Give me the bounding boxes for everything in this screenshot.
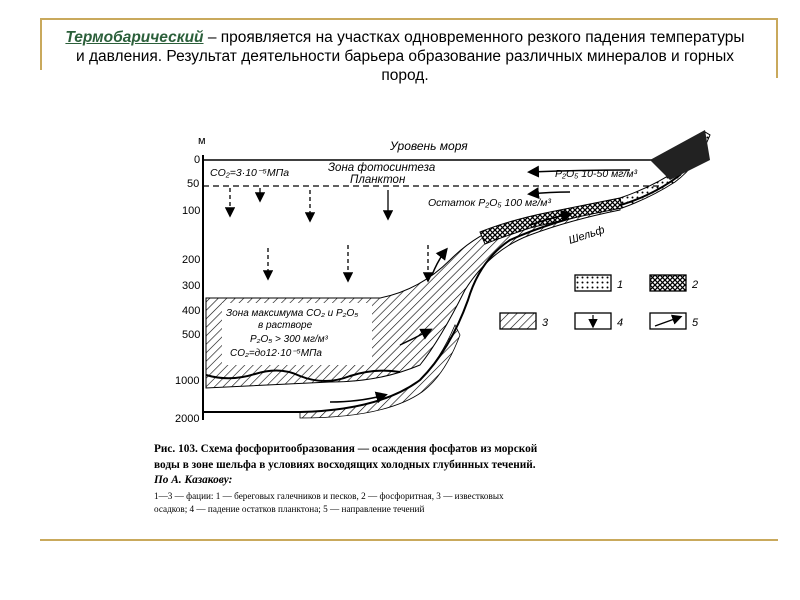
tick-500: 500 — [182, 329, 201, 341]
plankton-label: Планктон — [350, 174, 406, 186]
legend-swatch-3 — [500, 313, 536, 329]
legend-num-2: 2 — [692, 279, 699, 291]
tick-300: 300 — [182, 280, 201, 292]
tick-0: 0 — [194, 154, 201, 166]
left-vbar — [40, 18, 42, 70]
caption-line2: воды в зоне шельфа в условиях восходящих холодных глубинных течений. — [154, 459, 536, 471]
legend-swatch-2 — [650, 275, 686, 291]
max-zone-line2: в растворе — [258, 320, 313, 331]
tick-1000: 1000 — [175, 375, 200, 387]
photosynthesis-label: Зона фотосинтеза — [328, 162, 436, 174]
caption-line1: Рис. 103. Схема фосфоритообразования — осаждения фосфатов из морской — [154, 443, 538, 455]
phosphorite-diagram — [150, 120, 720, 530]
max-zone-line1: Зона максимума CO₂ и P₂O₅ — [226, 308, 359, 319]
depth-ticks — [175, 154, 200, 425]
legend-num-1: 1 — [617, 279, 624, 291]
title-text: – проявляется на участках одновременного резкого падения температуры и давления. Результат деятельности барьера образование различных минералов и горных пород. — [76, 29, 745, 84]
caption-line4: 1—3 — фации: 1 — береговых галечников и песков, 2 — фосфоритная, 3 — известковых — [154, 491, 504, 501]
plankton-fall-arrows — [230, 188, 428, 280]
tick-400: 400 — [182, 305, 201, 317]
bottom-rule — [40, 539, 778, 541]
co2-top-label: CO₂=3·10⁻⁵МПа — [210, 167, 290, 179]
caption-line3: По А. Казакову: — [154, 474, 233, 486]
right-vbar — [776, 18, 778, 78]
legend-num-5: 5 — [692, 317, 699, 329]
legend-swatch-1 — [575, 275, 611, 291]
tick-200: 200 — [182, 254, 201, 266]
top-rule — [40, 18, 778, 20]
max-zone-line4: CO₂=до12·10⁻⁵МПа — [230, 348, 322, 359]
sea-level-label: Уровень моря — [390, 139, 468, 153]
title-block — [60, 28, 750, 85]
legend-num-3: 3 — [542, 317, 549, 329]
shelf-label: Шельф — [567, 223, 607, 247]
p2o5-top-label: P₂O₅ 10-50 мг/м³ — [555, 168, 638, 180]
tick-100: 100 — [182, 205, 201, 217]
plankton-remains-label: Остаток P₂O₅ 100 мг/м³ — [428, 197, 551, 209]
figure-caption — [153, 443, 538, 514]
legend-num-4: 4 — [617, 317, 624, 329]
caption-line5: осадков; 4 — падение остатков планктона; 5 — направление течений — [154, 504, 425, 514]
max-zone-line3: P₂O₅ > 300 мг/м³ — [250, 334, 328, 345]
term-word: Термобарический — [65, 29, 204, 46]
legend — [500, 275, 699, 329]
tick-2000: 2000 — [175, 413, 200, 425]
tick-50: 50 — [187, 178, 200, 190]
axis-unit: м — [198, 135, 206, 147]
shore-slope — [650, 130, 710, 180]
